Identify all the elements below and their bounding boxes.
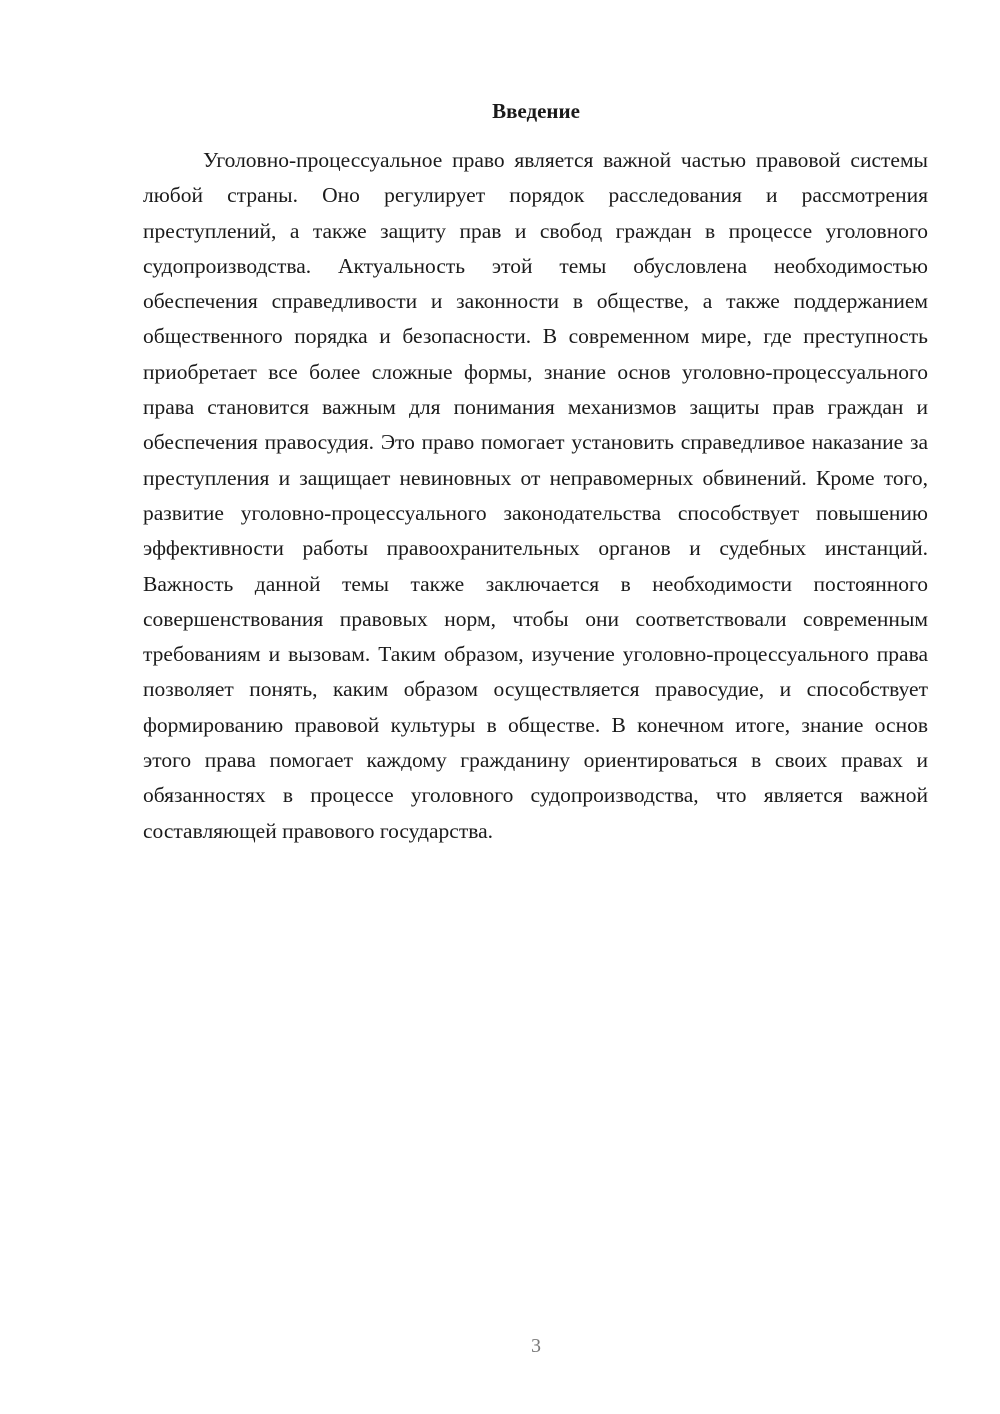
page-number: 3 [531,1335,541,1357]
body-paragraph: Уголовно-процессуальное право является важной частью правовой системы любой страны. Оно регулирует порядок расследования и рассмотрения преступлений, а также защиту прав и свобод граждан в процессе уголовного судопроизводства. Актуальность этой темы обусловлена необходимостью обеспечения справедливости и законности в обществе, а также поддержанием общественного порядка и безопасности. В современном мире, где преступность приобретает все более сложные формы, знание основ уголовно-процессуального права становится важным для понимания механизмов защиты прав граждан и обеспечения правосудия. Это право помогает установить справедливое наказание за преступления и защищает невиновных от неправомерных обвинений. Кроме того, развитие уголовно-процессуального законодательства способствует повышению эффективности работы правоохранительных органов и судебных инстанций. Важность данной темы также заключается в необходимости постоянного совершенствования правовых норм, чтобы они соответствовали современным требованиям и вызовам. Таким образом, изучение уголовно-процессуального права позволяет понять, каким образом осуществляется правосудие, и способствует формированию правовой культуры в обществе. В конечном итоге, знание основ этого права помогает каждому гражданину ориентироваться в своих правах и обязанностях в процессе уголовного судопроизводства, что является важной составляющей правового государства. [143,148,928,843]
section-heading: Введение [492,99,580,123]
